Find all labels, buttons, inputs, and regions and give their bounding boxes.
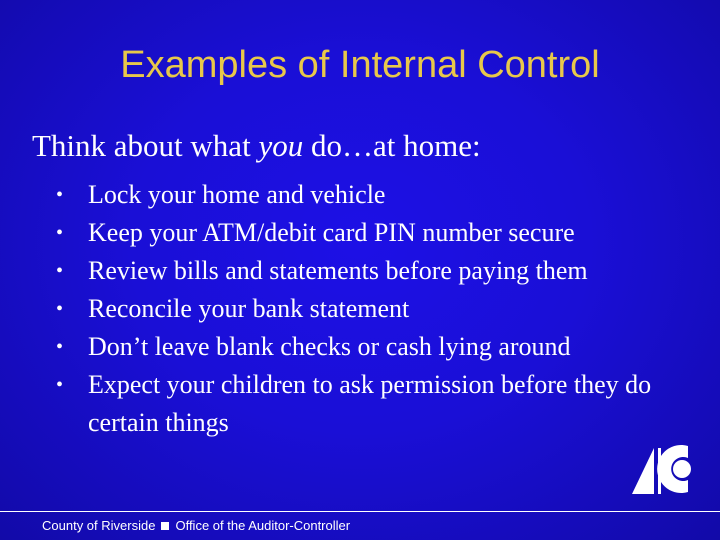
list-item — [56, 290, 676, 328]
bullet-icon: • — [56, 260, 64, 282]
bullet-icon: • — [56, 374, 64, 396]
list-item — [56, 366, 676, 442]
list-item — [56, 176, 676, 214]
footer-divider — [0, 511, 720, 512]
intro-emphasis: you — [258, 128, 304, 163]
list-item — [56, 252, 676, 290]
bullet-icon: • — [56, 222, 64, 244]
bullet-text: Reconcile your bank statement — [88, 294, 410, 323]
bullet-text: Lock your home and vehicle — [88, 180, 386, 209]
bullet-icon: • — [56, 298, 64, 320]
intro-line — [32, 128, 481, 164]
intro-after: do…at home: — [303, 128, 481, 163]
footer-county: County of Riverside — [42, 518, 156, 533]
list-item — [56, 214, 676, 252]
list-item — [56, 328, 676, 366]
square-separator-icon — [161, 522, 169, 530]
bullet-text: Keep your ATM/debit card PIN number secure — [88, 218, 575, 247]
bullet-icon: • — [56, 336, 64, 358]
auditor-controller-logo-icon — [630, 440, 700, 496]
intro-before: Think about what — [32, 128, 259, 163]
bullet-list — [56, 176, 676, 442]
slide-title: Examples of Internal Control — [120, 44, 600, 86]
footer — [42, 518, 350, 533]
bullet-text: Expect your children to ask permission before they do certain things — [88, 370, 652, 437]
footer-office: Office of the Auditor-Controller — [175, 518, 351, 533]
bullet-text: Don’t leave blank checks or cash lying around — [88, 332, 571, 361]
bullet-text: Review bills and statements before paying them — [88, 256, 588, 285]
bullet-icon: • — [56, 184, 64, 206]
